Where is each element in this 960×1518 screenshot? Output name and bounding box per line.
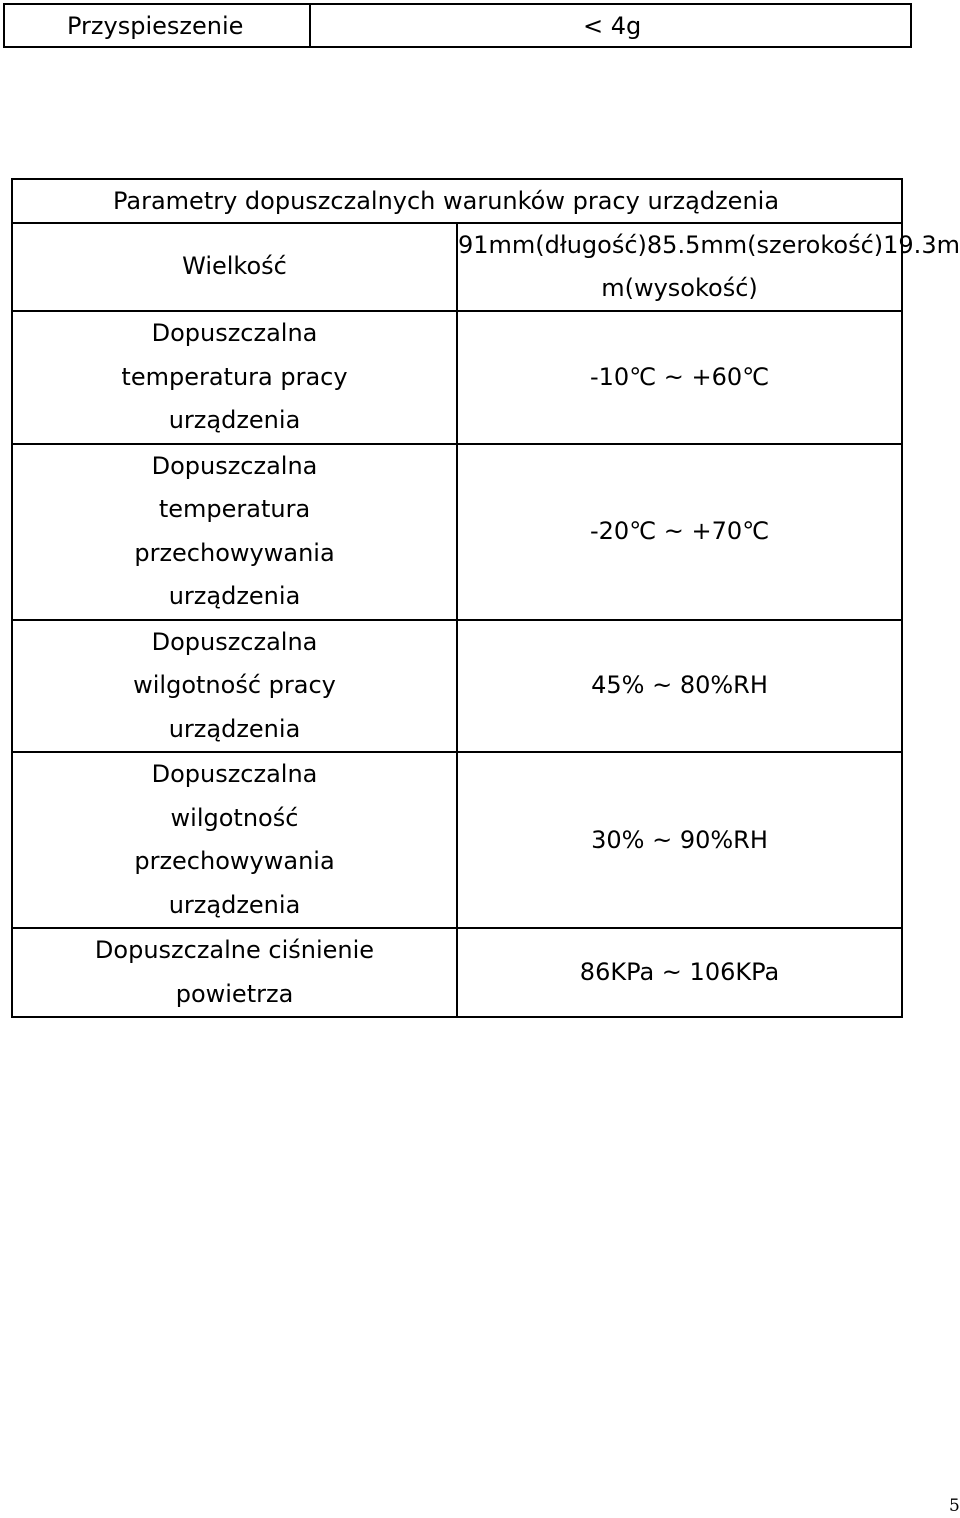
row-value: -20℃ ~ +70℃ (457, 444, 902, 620)
table-row (12, 620, 902, 753)
table-title: Parametry dopuszczalnych warunków pracy urządzenia (12, 179, 902, 223)
acceleration-table (3, 3, 912, 48)
row-label: Dopuszczalne ciśnienie powietrza (12, 928, 457, 1017)
row-label: Dopuszczalna temperatura przechowywania urządzenia (12, 444, 457, 620)
row-value: 91mm(długość)85.5mm(szerokość)19.3m m(wysokość) (457, 223, 902, 311)
row-label: Dopuszczalna wilgotność pracy urządzenia (12, 620, 457, 753)
row-value: -10℃ ~ +60℃ (457, 311, 902, 444)
operating-conditions-table (11, 178, 960, 1018)
table-title-row (12, 179, 902, 223)
acceleration-value: < 4g (310, 4, 911, 47)
page-number: 5 (949, 1496, 960, 1516)
table-row (12, 444, 902, 620)
table-row (4, 4, 911, 47)
row-value: 30% ~ 90%RH (457, 752, 902, 928)
table-row (12, 311, 902, 444)
acceleration-label: Przyspieszenie (4, 4, 310, 47)
row-label: Wielkość (12, 223, 457, 311)
table-row (12, 223, 902, 311)
row-label: Dopuszczalna wilgotność przechowywania urządzenia (12, 752, 457, 928)
row-value: 86KPa ~ 106KPa (457, 928, 902, 1017)
table-row (12, 928, 902, 1017)
row-value: 45% ~ 80%RH (457, 620, 902, 753)
table-row (12, 752, 902, 928)
row-label: Dopuszczalna temperatura pracy urządzenia (12, 311, 457, 444)
